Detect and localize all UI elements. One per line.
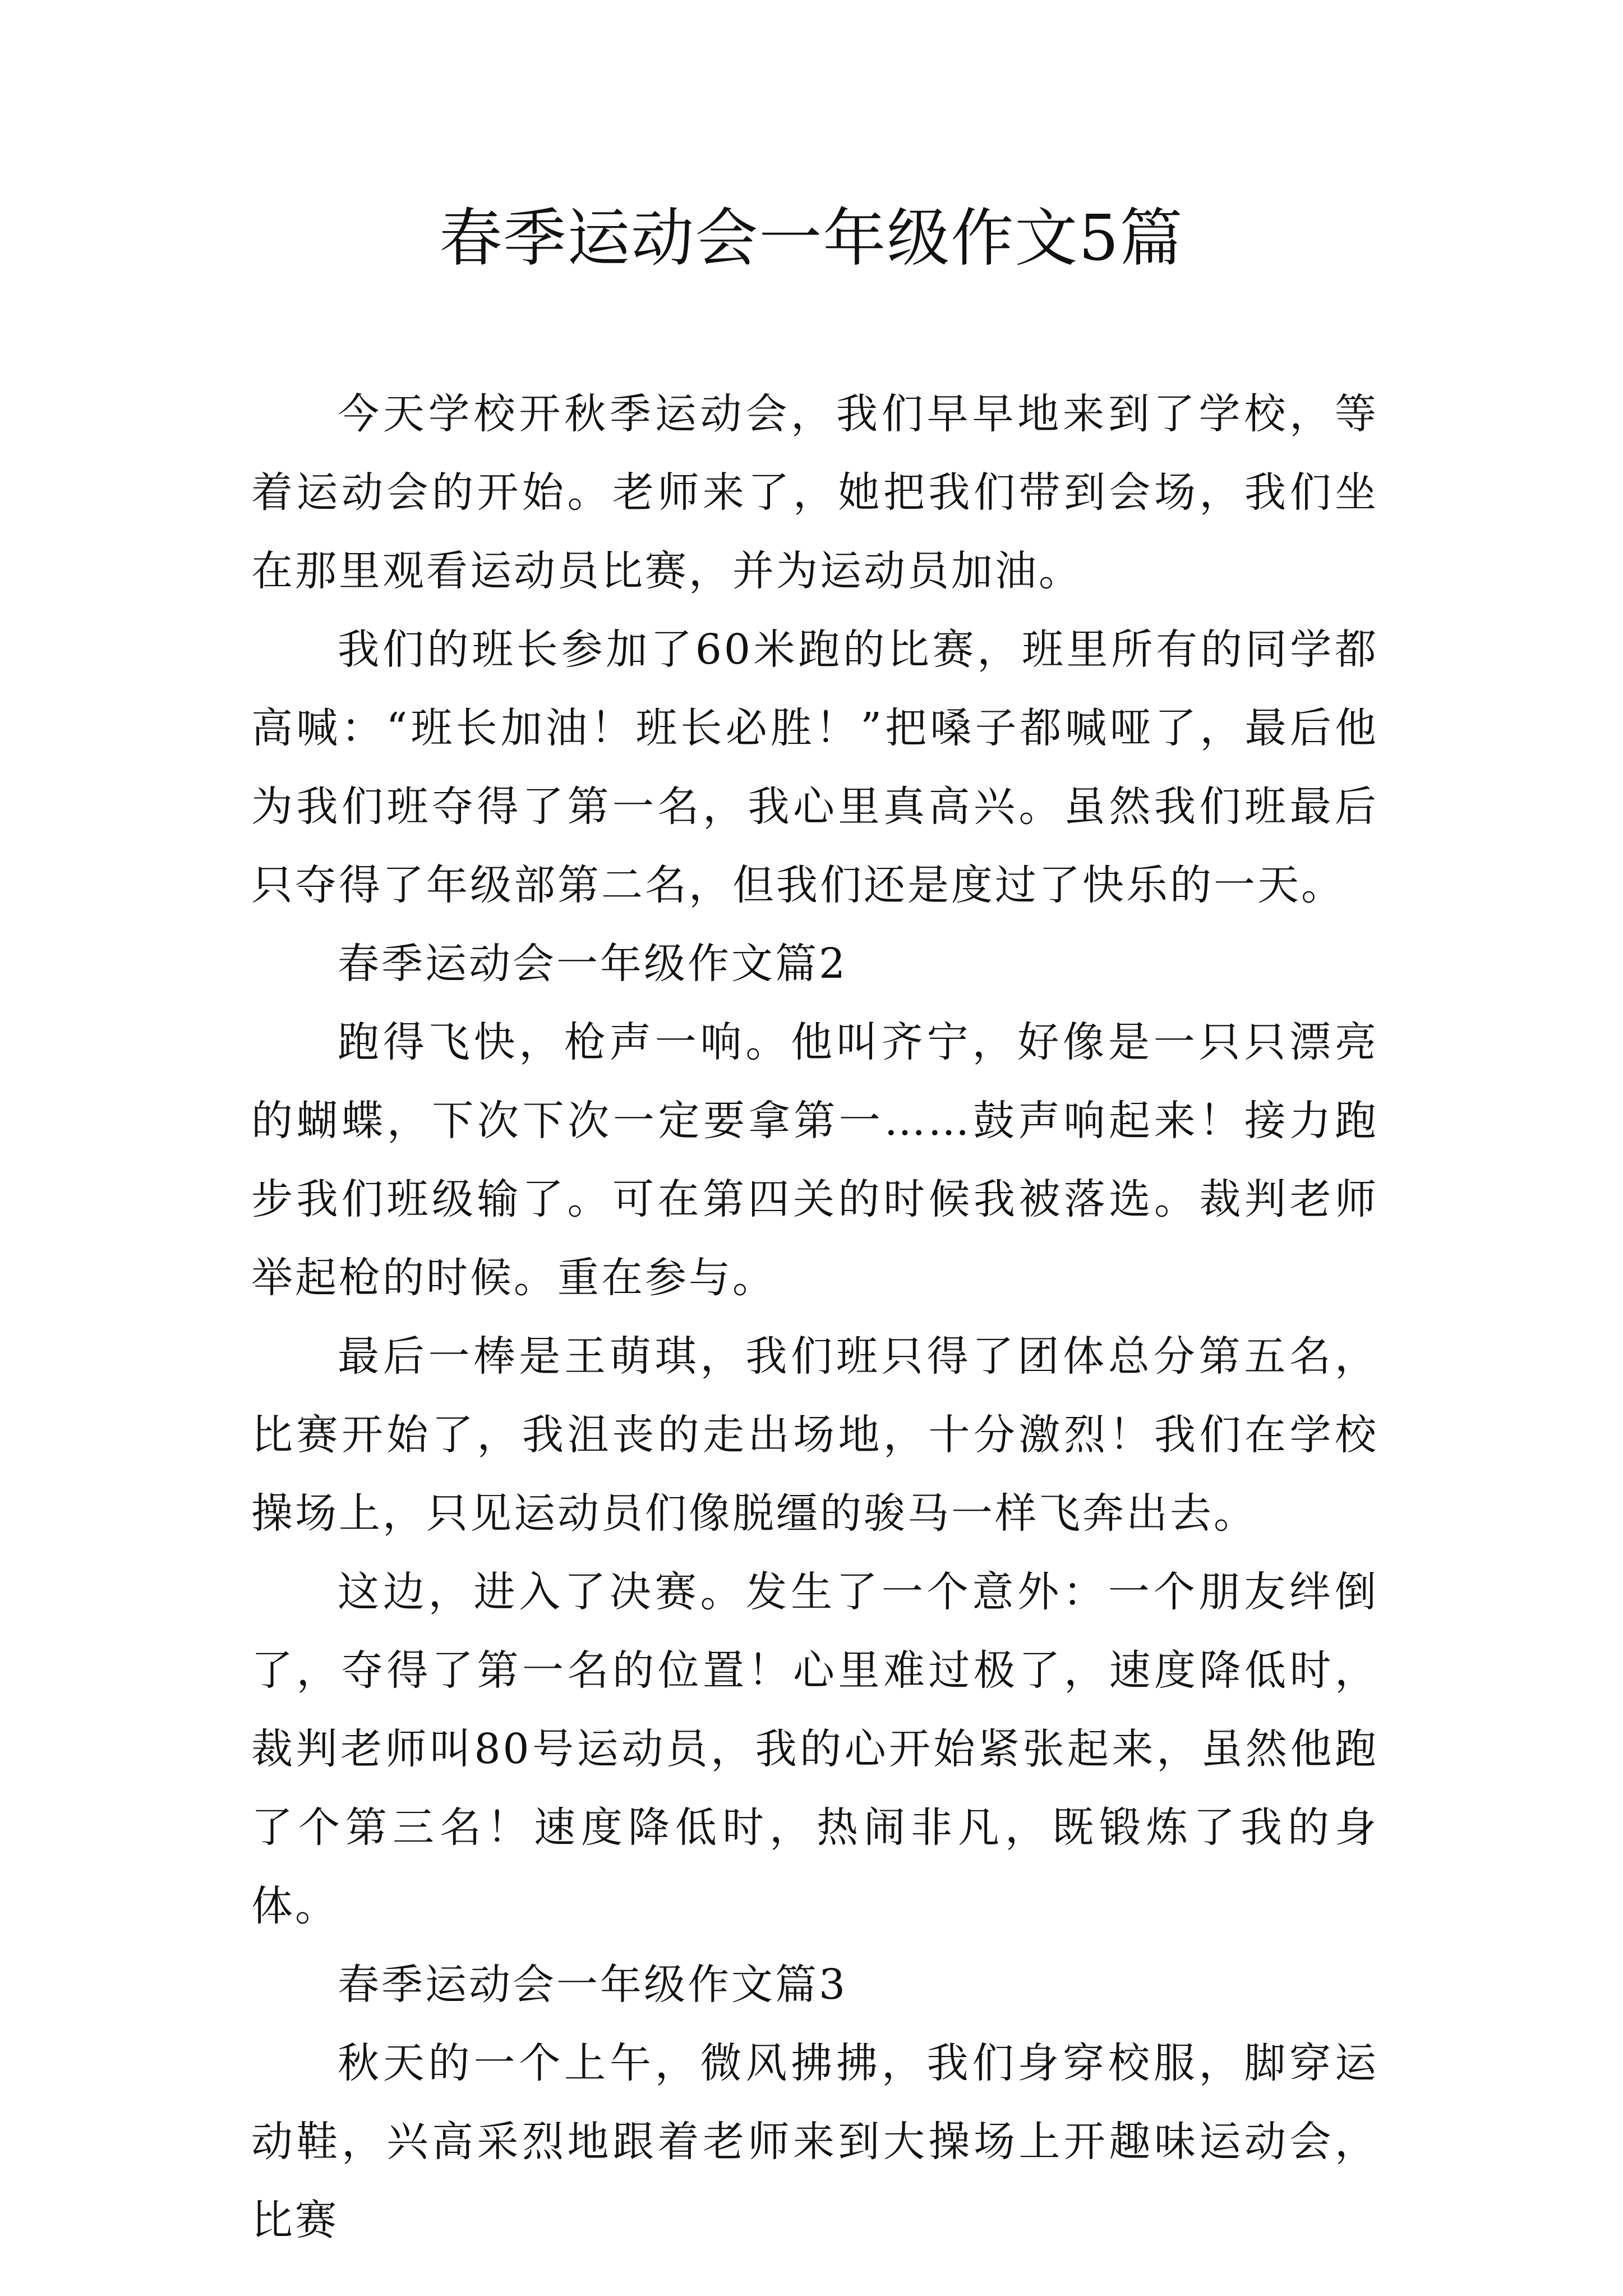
paragraph: 跑得飞快，枪声一响。他叫齐宁，好像是一只只漂亮的蝴蝶，下次下次一定要拿第一……鼓声响起来！接力跑步我们班级输了。可在第四关的时候我被落选。裁判老师举起枪的时候。重在参与。 [251,1018,1378,1302]
paragraph: 最后一棒是王萌琪，我们班只得了团体总分第五名，比赛开始了，我沮丧的走出场地，十分激烈！我们在学校操场上，只见运动员们像脱缰的骏马一样飞奔出去。 [251,1332,1378,1538]
paragraph: 秋天的一个上午，微风拂拂，我们身穿校服，脚穿运动鞋，兴高采烈地跟着老师来到大操场上开趣味运动会，比赛 [251,2039,1378,2244]
section-heading: 春季运动会一年级作文篇3 [338,1961,848,2009]
paragraph: 这边，进入了决赛。发生了一个意外：一个朋友绊倒了，夺得了第一名的位置！心里难过极了，速度降低时，裁判老师叫80号运动员，我的心开始紧张起来，虽然他跑了个第三名！速度降低时，热闹非凡，既锻炼了我的身体。 [251,1568,1378,1930]
paragraph: 今天学校开秋季运动会，我们早早地来到了学校，等着运动会的开始。老师来了，她把我们带到会场，我们坐在那里观看运动员比赛，并为运动员加油。 [251,390,1378,595]
section-heading: 春季运动会一年级作文篇2 [338,940,848,988]
document-title: 春季运动会一年级作文5篇 [439,202,1184,275]
document-body [251,375,1378,2260]
paragraph: 我们的班长参加了60米跑的比赛，班里所有的同学都高喊：“班长加油！班长必胜！”把嗓子都喊哑了，最后他为我们班夺得了第一名，我心里真高兴。虽然我们班最后只夺得了年级部第二名，但我们还是度过了快乐的一天。 [251,625,1378,909]
